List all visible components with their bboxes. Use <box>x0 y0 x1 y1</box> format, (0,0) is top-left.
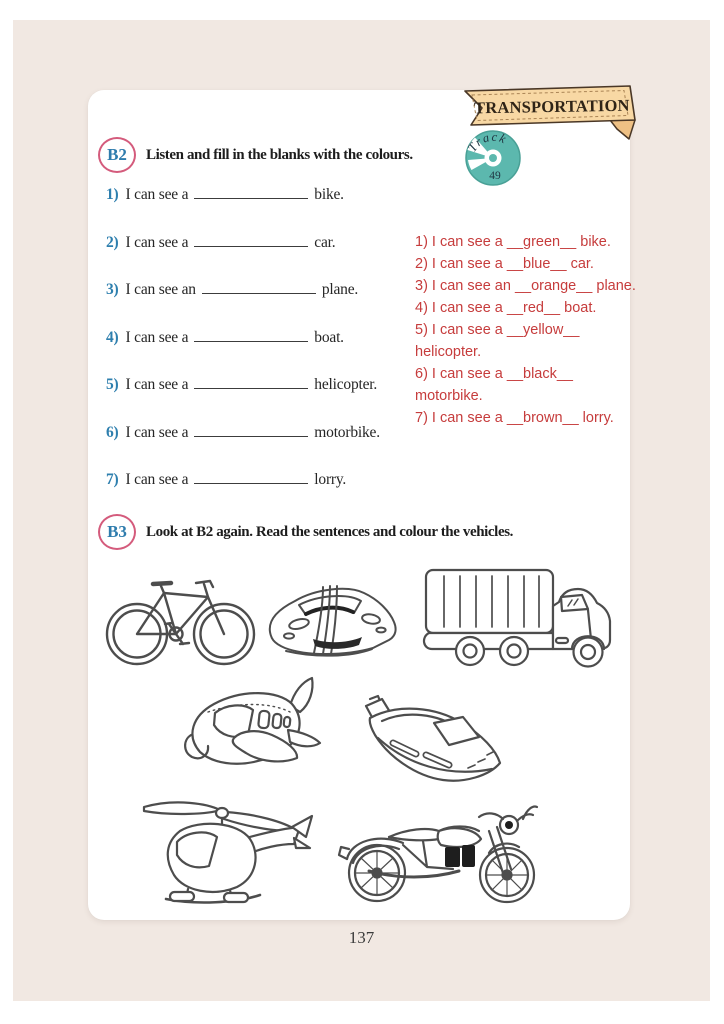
sentence-text: boat. <box>314 328 344 346</box>
banner-title: TRANSPORTATION <box>473 95 630 118</box>
answer-line: 3) I can see an __orange__ plane. <box>415 278 636 294</box>
sentence-text: I can see an <box>125 281 196 298</box>
sentence-row-2 <box>106 232 380 280</box>
fill-in-blank <box>194 327 308 342</box>
fill-in-blank <box>194 422 308 437</box>
sentence-text: I can see a <box>125 233 189 251</box>
exercise-b2-badge: B2 <box>98 137 136 173</box>
sentence-number: 1) <box>106 186 119 203</box>
sentence-number: 2) <box>106 233 119 251</box>
banner-fold <box>610 120 635 139</box>
bicycle-drawing <box>103 570 258 670</box>
sentence-text: I can see a <box>125 186 189 203</box>
sentence-row-3 <box>106 279 380 327</box>
answer-line: 2) I can see a __blue__ car. <box>415 256 594 272</box>
fill-in-blank <box>194 469 308 484</box>
fill-in-blank <box>194 374 308 389</box>
sentence-number: 6) <box>106 423 119 441</box>
answer-key-overlay <box>415 231 655 429</box>
sentence-row-6 <box>106 422 380 470</box>
fill-in-blank <box>194 184 308 199</box>
lorry-drawing <box>418 564 614 672</box>
exercise-b2-instruction: Listen and fill in the blanks with the colours. <box>146 146 413 163</box>
motorbike-drawing <box>327 797 545 907</box>
sentence-text: I can see a <box>125 423 189 441</box>
boat-drawing <box>350 688 506 792</box>
sentence-text: plane. <box>321 281 359 298</box>
sentence-row-4 <box>106 327 380 375</box>
sentence-text: bike. <box>314 186 344 203</box>
fill-in-blank <box>194 232 308 247</box>
sentence-number: 3) <box>106 281 119 298</box>
sentence-text: helicopter. <box>314 376 378 393</box>
fill-in-blank <box>202 279 316 294</box>
answer-line: 6) I can see a __black__ <box>415 366 573 382</box>
sentence-number: 7) <box>106 471 119 488</box>
sentence-number: 5) <box>106 376 119 393</box>
sentence-row-5 <box>106 374 380 422</box>
exercise-b3-badge: B3 <box>98 514 136 550</box>
page-number: 137 <box>348 928 375 947</box>
answer-line: 4) I can see a __red__ boat. <box>415 300 597 316</box>
sentence-text: lorry. <box>314 471 347 488</box>
sentence-text: I can see a <box>125 376 189 393</box>
car-drawing <box>258 574 402 669</box>
audio-track-cd-icon <box>464 129 522 187</box>
answer-line: helicopter. <box>415 344 482 360</box>
sentence-text: I can see a <box>125 328 189 346</box>
track-number: 49 <box>489 170 501 182</box>
answer-line: motorbike. <box>415 388 483 404</box>
exercise-b3-header <box>98 514 513 550</box>
b2-sentence-list <box>106 184 380 517</box>
answer-line: 5) I can see a __yellow__ <box>415 322 580 338</box>
answer-line: 1) I can see a __green__ bike. <box>415 234 611 250</box>
sentence-row-7 <box>106 469 380 517</box>
sentence-text: car. <box>314 233 336 251</box>
exercise-b3-instruction: Look at B2 again. Read the sentences and colour the vehicles. <box>146 523 513 540</box>
sentence-text: motorbike. <box>314 423 380 441</box>
plane-drawing <box>178 672 328 794</box>
sentence-number: 4) <box>106 328 119 346</box>
exercise-b2-header <box>98 137 413 173</box>
track-word: Track <box>464 129 510 155</box>
sentence-row-1 <box>106 184 380 232</box>
answer-line: 7) I can see a __brown__ lorry. <box>415 410 614 426</box>
sentence-text: I can see a <box>125 471 189 488</box>
helicopter-drawing <box>136 792 314 908</box>
